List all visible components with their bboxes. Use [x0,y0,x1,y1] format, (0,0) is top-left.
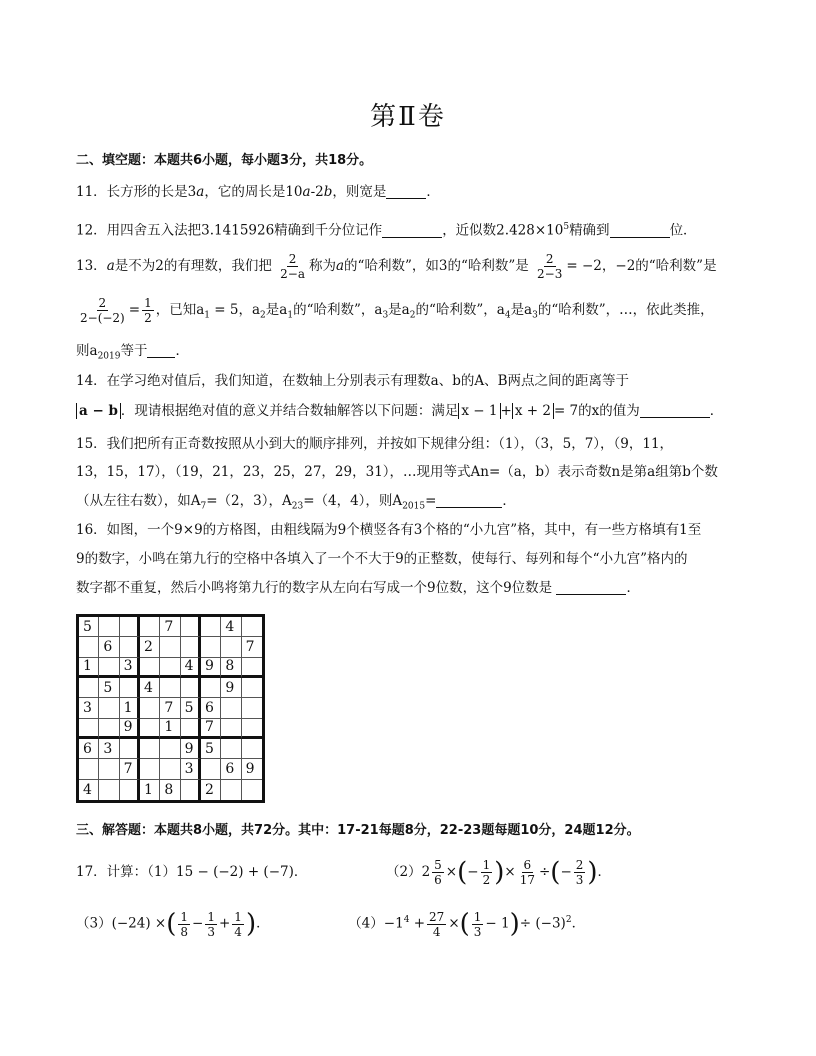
sudoku-cell[interactable] [201,678,221,698]
sudoku-cell[interactable] [221,719,241,739]
sudoku-cell: 6 [221,759,241,779]
sudoku-cell[interactable] [99,617,119,637]
answer-blank[interactable] [610,223,670,238]
sudoku-cell[interactable] [242,780,262,800]
sudoku-cell: 3 [79,698,99,718]
sudoku-cell: 3 [181,759,201,779]
sudoku-cell: 9 [221,678,241,698]
sudoku-cell[interactable] [160,739,180,759]
sudoku-cell: 5 [201,739,221,759]
fraction: $\frac{1}{2}$ [144,296,152,325]
sudoku-cell[interactable] [221,739,241,759]
sudoku-cell[interactable] [242,739,262,759]
sudoku-cell[interactable] [221,637,241,657]
fraction: $\frac{2}{2-a}$ [280,252,305,281]
answer-blank[interactable] [640,403,710,418]
sudoku-cell[interactable] [140,698,160,718]
sudoku-cell[interactable] [201,759,221,779]
sudoku-cell: 7 [160,698,180,718]
sudoku-cell[interactable] [99,759,119,779]
sudoku-cell[interactable] [181,617,201,637]
sudoku-cell[interactable] [140,759,160,779]
sudoku-cell[interactable] [120,739,140,759]
fraction: $\frac{2}{2-(-2)}$ [80,296,125,325]
question-13-line3: 则$a_{2019}$等于 ． [76,343,189,362]
sudoku-cell[interactable] [160,759,180,779]
sudoku-cell[interactable] [221,780,241,800]
question-16-line1: 16．如图，一个9×9的方格图，由粗线隔为9个横竖各有3个格的“小九宫”格，其中，有一些方格填有1至 [76,522,702,538]
sudoku-cell: 9 [201,658,221,678]
sudoku-cell[interactable] [120,678,140,698]
sudoku-cell: 1 [140,780,160,800]
question-15-line3: （从左往右数），如$A_7=(2$，3），$A_{23}=(4$，4），则$A_{2015}=$ ． [76,493,516,512]
sudoku-cell[interactable] [140,719,160,739]
sudoku-cell: 4 [181,658,201,678]
sudoku-cell[interactable] [79,678,99,698]
fraction: $\frac{27}{4}$ [429,909,445,939]
sudoku-cell[interactable] [99,698,119,718]
sudoku-cell[interactable] [79,759,99,779]
sudoku-cell[interactable] [242,658,262,678]
question-15-line2: 13，15，17），（19，21，23，25，27，29，31），…现用等式An=（a，b）表示奇数n是第a组第b个数 [76,464,718,480]
sudoku-cell: 7 [160,617,180,637]
sudoku-cell[interactable] [201,637,221,657]
sudoku-cell[interactable] [120,780,140,800]
sudoku-cell: 8 [221,658,241,678]
sudoku-cell[interactable] [221,698,241,718]
sudoku-cell[interactable] [160,658,180,678]
sudoku-cell: 6 [99,637,119,657]
sudoku-cell: 7 [120,759,140,779]
sudoku-cell: 1 [160,719,180,739]
sudoku-cell[interactable] [120,637,140,657]
sudoku-cell: 2 [201,780,221,800]
sudoku-cell[interactable] [181,780,201,800]
sudoku-cell[interactable] [160,637,180,657]
answer-blank[interactable] [147,343,175,358]
question-17-row2: （3）(−24) ×( $\frac{1}{8}$ − $\frac{1}{3}$ + $\frac{1}{4}$ )． $(4)-1^4$ + $\frac{27}{4}$ ×( $\frac{1}{3}$ − $1)\div (-3)^2$． [76,909,586,939]
sudoku-cell: 9 [120,719,140,739]
sudoku-cell: 9 [181,739,201,759]
fraction: $\frac{6}{17}$ [519,858,535,887]
sudoku-cell: 7 [242,637,262,657]
fraction: $\frac{1}{2}$ [482,858,491,887]
sudoku-grid [76,614,265,803]
sudoku-cell[interactable] [140,739,160,759]
fraction: $\frac{2}{2-3}$ [537,252,563,281]
sudoku-cell[interactable] [201,617,221,637]
sudoku-cell: 4 [221,617,241,637]
sudoku-cell: 8 [160,780,180,800]
fraction: $\frac{1}{4}$ [234,909,242,939]
sudoku-cell[interactable] [181,637,201,657]
sudoku-cell: 7 [201,719,221,739]
fraction: $\frac{1}{8}$ [180,909,189,939]
question-16-line2: 9的数字，小鸣在第九行的空格中各填入了一个不大于9的正整数，使每行、每列和每个“小九宫”格内的 [76,551,688,567]
sudoku-cell[interactable] [160,678,180,698]
sudoku-cell: 5 [181,698,201,718]
sudoku-cell[interactable] [99,658,119,678]
sudoku-cell: 9 [242,759,262,779]
page-title: 第Ⅱ卷 [370,102,446,132]
sudoku-cell: 1 [79,658,99,678]
sudoku-cell[interactable] [120,617,140,637]
sudoku-cell[interactable] [242,617,262,637]
question-12: 12．用四舍五入法把3.1415926精确到千分位记作 ，近似数$2.428\times 10^5$精确到 位． [76,222,697,239]
sudoku-cell[interactable] [242,678,262,698]
sudoku-cell: 6 [201,698,221,718]
sudoku-cell: 5 [79,617,99,637]
sudoku-cell: 3 [99,739,119,759]
fraction: $\frac{2}{3}$ [575,858,584,887]
sudoku-cell: 2 [140,637,160,657]
question-17-row1: 17．计算：（1）15 − (−2) + (−7)． （2）2 $\frac{5}{6}$ ×(− $\frac{1}{2}$ )× $\frac{6}{17}$ ÷(− $\frac{2}{3}$ )． [76,857,612,888]
answer-blank[interactable] [386,184,426,199]
sudoku-cell: 6 [79,739,99,759]
sudoku-cell[interactable] [79,637,99,657]
question-11: 11．长方形的长是3a，它的周长是10a-2b，则宽是 ． [76,184,440,200]
sudoku-cell[interactable] [140,658,160,678]
question-14-line1: 14．在学习绝对值后，我们知道，在数轴上分别表示有理数a、b的A、B两点之间的距离等于 [76,373,630,389]
sudoku-cell[interactable] [181,719,201,739]
sudoku-cell[interactable] [79,719,99,739]
sudoku-cell[interactable] [140,617,160,637]
sudoku-cell[interactable] [181,678,201,698]
question-15-line1: 15．我们把所有正奇数按照从小到大的顺序排列，并按如下规律分组：（1），（3，5，7），（9，11， [76,436,674,452]
section-fill-blank-header: 二、填空题：本题共6小题，每小题3分，共18分。 [76,153,373,168]
sudoku-cell[interactable] [242,719,262,739]
sudoku-cell[interactable] [242,698,262,718]
answer-blank[interactable] [556,580,626,595]
fraction: $\frac{1}{3}$ [473,909,482,939]
fraction: $\frac{1}{3}$ [207,909,215,939]
sudoku-cell: 4 [79,780,99,800]
section-answer-header: 三、解答题：本题共8小题，共72分。其中：17-21每题8分，22-23题每题10分，24题12分。 [76,823,640,838]
question-14-line2: a − b ．现请根据绝对值的意义并结合数轴解答以下问题：满足 x − 1 + x + 2 = 7的x的值为 ． [76,402,756,420]
sudoku-cell: 1 [120,698,140,718]
question-13-line2: $\frac{2}{2-(-2)}$ = $\frac{1}{2}$ ，已知$a_1 = 5$，$a_2$是$a_1$的“哈利数”，$a_3$是$a_2$的“哈利数”，$a_4$是$a_3$的“哈利数”，…，依此类推， [80,296,714,325]
sudoku-cell[interactable] [99,780,119,800]
sudoku-cell: 3 [120,658,140,678]
question-16-line3: 数字都不重复，然后小鸣将第九行的数字从左向右写成一个9位数，这个9位数是 ． [76,580,640,596]
sudoku-cell: 5 [99,678,119,698]
question-13-line1: 13．a是不为2的有理数，我们把 $\frac{2}{2-a}$ 称为a的“哈利数”，如3的“哈利数”是 $\frac{2}{2-3}$ = −2，−2的“哈利数”是 [76,252,717,281]
answer-blank[interactable] [436,493,502,508]
answer-blank[interactable] [382,223,442,238]
fraction: $\frac{5}{6}$ [434,858,442,887]
sudoku-cell: 4 [140,678,160,698]
sudoku-cell[interactable] [99,719,119,739]
